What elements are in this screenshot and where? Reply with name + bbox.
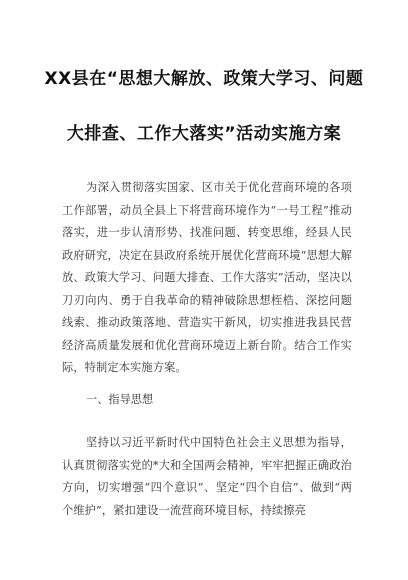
guiding-ideology-paragraph: 坚持以习近平新时代中国特色社会主义思想为指导，认真贯彻落实党的*大和全国两会精神，牢牢把握正确政治方向，切实增强“四个意识”、坚定“四个自信”、做到“两个维护”，紧扣建设一流营商环境目标，持续擦亮 [62,436,352,517]
document-title-line-1: XX县在“思想大解放、政策大学习、问题 [44,69,364,89]
document-title-line-2: 大排查、工作大落实”活动实施方案 [66,124,342,144]
intro-paragraph: 为深入贯彻落实国家、区市关于优化营商环境的各项工作部署，动员全县上下将营商环境作为“一号工程”推动落实，进一步认清形势、找准问题、转变思维，经县人民政府研究，决定在县政府系统开展优化营商环境“思想大解放、政策大学习、问题大排查、工作大落实”活动，坚决以刀刃向内、勇于自我革命的精神破除思想桎梏、深挖问题线索、推动政策落地、营造实干新风，切实推进我县民营经济高质量发展和优化营商环境迈上新台阶。结合工作实际，特制定本实施方案。 [62,181,352,374]
section-heading-guiding-ideology: 一、指导思想 [86,393,154,406]
